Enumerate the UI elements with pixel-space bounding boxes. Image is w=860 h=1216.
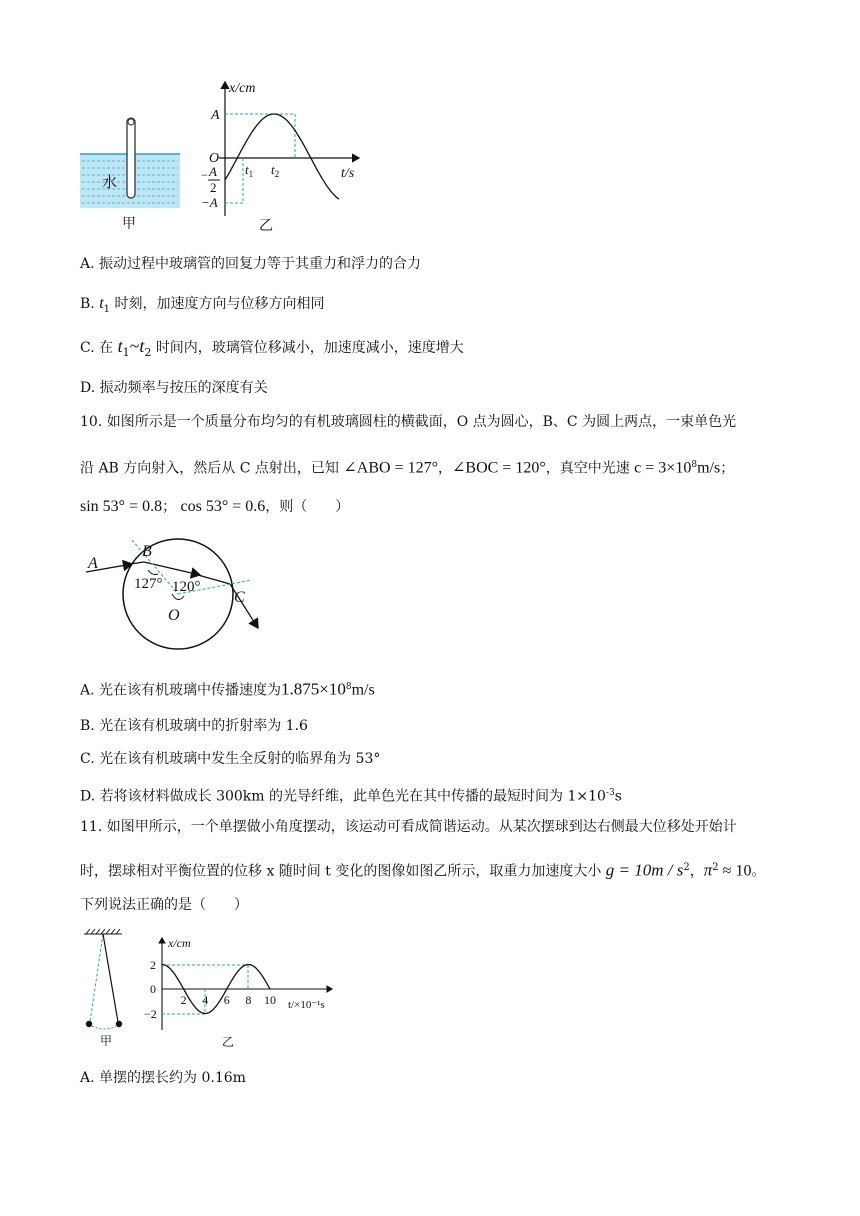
tilde: ~ [129, 336, 140, 356]
figure-xt-graph-2 [140, 930, 340, 1050]
q11-option-a[interactable]: A. 单摆的摆长约为 0.16m [80, 1070, 246, 1086]
t2-label: $t_2$ [271, 162, 280, 179]
swing-arc [92, 1026, 116, 1029]
origin-label: O [209, 151, 220, 166]
angle-boc: ∠BOC = 120° [451, 459, 546, 477]
sub-1: 1 [103, 303, 111, 315]
q10-option-a[interactable] [80, 677, 375, 701]
light-speed: c = 3×10 [634, 459, 692, 477]
q9-option-a[interactable]: A. 振动过程中玻璃管的回复力等于其重力和浮力的合力 [80, 256, 422, 272]
figure-pendulum [76, 926, 138, 1046]
x-tick-8: 8 [245, 993, 252, 1007]
var-t: t [99, 295, 104, 312]
option-c-text: 时间内，玻璃管位移减小，加速度减小，速度增大 [155, 340, 464, 356]
q10-ask: ，则（ ） [265, 499, 350, 515]
var-t2: t [139, 336, 145, 356]
origin-label: 0 [150, 982, 156, 996]
neg-sign: − [201, 168, 208, 182]
right-string [103, 934, 118, 1022]
ceiling-hatch [84, 929, 122, 934]
exp: 2 [712, 862, 719, 873]
tube-top [128, 119, 134, 125]
figure-caption-yi: 乙 [259, 219, 273, 234]
x-tick-4: 4 [202, 993, 209, 1007]
figure-circle-refraction [80, 530, 280, 660]
q9-option-b[interactable] [80, 294, 324, 320]
bob-left [86, 1021, 92, 1027]
displacement-curve [225, 114, 339, 199]
t1-label: $t_1$ [245, 162, 254, 179]
sep: ， [689, 863, 704, 880]
option-d-text: D. 若将该材料做成长 300km 的光导纤维，此单色光在其中传播的最短时间为 1×10 [80, 788, 606, 805]
pi-value: ≈ 10 [718, 862, 752, 880]
q11-line-2 [80, 858, 765, 882]
q10-line-3 [80, 497, 349, 517]
figure-caption-yi: 乙 [222, 1035, 235, 1049]
q10-line-1: 10. 如图所示是一个质量分布均匀的有机玻璃圆柱的横截面，O 点为圆心，B、C 为圆上两点，一束单色光 [80, 414, 737, 430]
angle-arc-127 [148, 570, 158, 575]
sub-2: 2 [144, 345, 152, 359]
x-tick-labels [181, 993, 276, 1007]
half-amplitude-num: A [209, 164, 217, 179]
neg-amplitude-label: −A [201, 195, 218, 210]
x-axis-label: t/×10⁻¹s [288, 999, 325, 1011]
q10-option-d[interactable] [80, 783, 622, 807]
sep: ； [720, 460, 735, 477]
glass-tube [127, 118, 135, 198]
water-label: 水 [102, 175, 118, 191]
unit: m/s [351, 681, 375, 699]
exp: -3 [605, 788, 615, 798]
left-string [90, 934, 103, 1022]
y-axis-label: x/cm [229, 81, 256, 96]
figure-xt-graph-1 [195, 76, 370, 236]
figure-tube-in-water [78, 110, 188, 235]
q9-option-c[interactable] [80, 336, 464, 363]
figure-caption-jia: 甲 [100, 1034, 113, 1046]
exp: 8 [691, 460, 698, 470]
exp: 2 [683, 862, 690, 873]
exp: 8 [345, 682, 352, 692]
option-c-prefix: C. 在 [80, 340, 114, 356]
gravity-expr: g = 10m / s [605, 860, 684, 880]
bob-right [116, 1021, 122, 1027]
q10-text-b: ，真空中光速 [545, 460, 630, 477]
amplitude-label: A [211, 108, 220, 123]
pi: π [703, 860, 713, 880]
cos-53: cos 53° = 0.6 [180, 498, 266, 515]
x-tick-2: 2 [180, 993, 187, 1007]
refracted-ray-end [198, 575, 230, 584]
q9-option-d[interactable]: D. 振动频率与按压的深度有关 [80, 380, 268, 396]
sin-53: sin 53° = 0.8 [80, 498, 163, 515]
x-axis-label: t/s [341, 166, 355, 181]
q10-option-b[interactable]: B. 光在该有机玻璃中的折射率为 1.6 [80, 718, 308, 734]
point-b-label: B [142, 543, 152, 560]
point-a-label: A [88, 555, 98, 572]
option-b-prefix: B. [80, 296, 95, 312]
speed-value: 1.875×10 [281, 679, 346, 699]
q10-option-c[interactable]: C. 光在该有机玻璃中发生全反射的临界角为 53° [80, 751, 381, 767]
y-bottom-label: −2 [144, 1007, 157, 1021]
y-axis-label: x/cm [168, 936, 191, 950]
q11-line-1: 11. 如图甲所示，一个单摆做小角度摆动，该运动可看成简谐运动。从某次摆球到达右侧最大位移处开始计 [80, 819, 737, 835]
point-c-label: C [234, 589, 245, 606]
x-tick-6: 6 [223, 993, 230, 1007]
q11-line-3: 下列说法正确的是（ ） [80, 897, 248, 913]
angle-abo: ∠ABO = 127° [343, 459, 438, 477]
sep: ， [437, 460, 452, 477]
sep: 。 [751, 863, 766, 880]
sub-1: 1 [122, 345, 130, 359]
center-o-label: O [168, 607, 180, 624]
unit: m/s [697, 459, 721, 477]
y-top-label: 2 [150, 958, 156, 972]
unit: s [614, 788, 622, 805]
figure-caption-jia: 甲 [122, 217, 136, 232]
q11-text: 时，摆球相对平衡位置的位移 x 随时间 t 变化的图像如图乙所示，取重力加速度大小 [80, 863, 602, 880]
option-a-text: A. 光在该有机玻璃中传播速度为 [80, 682, 282, 699]
half-amplitude-den: 2 [210, 180, 217, 195]
q10-text-a: 沿 AB 方向射入，然后从 C 点射出，已知 [80, 460, 339, 477]
option-b-text: 时刻，加速度方向与位移方向相同 [114, 296, 325, 312]
angle-127-label: 127° [134, 576, 163, 592]
angle-120-label: 120° [172, 579, 201, 595]
x-tick-10: 10 [264, 993, 276, 1007]
sep: ； [162, 499, 177, 515]
q10-line-2 [80, 455, 734, 479]
var-t1: t [117, 336, 123, 356]
